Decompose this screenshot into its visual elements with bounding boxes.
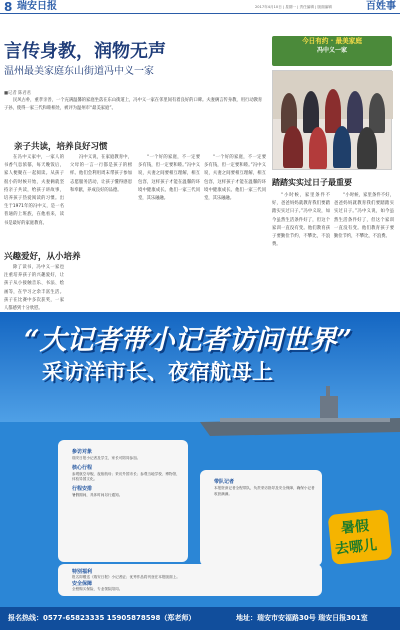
family-member bbox=[347, 91, 363, 133]
aircraft-carrier-image bbox=[200, 382, 400, 438]
page-number: 8 bbox=[4, 0, 13, 14]
article-column bbox=[334, 192, 394, 308]
article-column bbox=[204, 154, 266, 308]
article-lead: 民风古朴，重孝亲善，一个充满温馨的家庭坐落在东山街道上，冯中义一家在邻里间有着良好的口碑。夫妻俩言传身教，用行动教育子孙，使得一家三代和睦相处，被评为温州市“最美家庭”。 bbox=[4, 98, 263, 112]
panel-heading: 参访对象 bbox=[72, 449, 93, 455]
family-photo bbox=[272, 70, 392, 170]
panel-heading: 行程安排 bbox=[72, 485, 93, 492]
panel-text: 瑞安日报小记者及学生，家长可陪同参加。 bbox=[72, 456, 141, 460]
summer-sticker bbox=[328, 509, 393, 565]
panel-heading: 带队记者 bbox=[214, 479, 235, 485]
article-column bbox=[272, 192, 330, 308]
panel-heading: 核心行程 bbox=[72, 464, 93, 471]
article-headline: 言传身教，润物无声 bbox=[4, 41, 166, 62]
panel-heading: 特别福利 bbox=[72, 569, 93, 575]
family-member bbox=[283, 126, 303, 168]
article-column bbox=[4, 154, 64, 248]
panel-text: 本报资深记者全程带队，负责采访指导及安全保障，确保小记者收获满满。 bbox=[214, 486, 315, 496]
ad-title: “大记者带小记者访问世界” bbox=[24, 325, 353, 356]
page-header bbox=[0, 0, 400, 14]
panel-text: 暑假期间，具体时间另行通知。 bbox=[72, 492, 123, 497]
article-column bbox=[70, 154, 132, 308]
panel-heading: 安全保障 bbox=[72, 581, 93, 588]
signup-address: 地址：瑞安市安福路30号 瑞安日报301室 bbox=[236, 614, 368, 622]
column-text: “小时候，家里条件不好，爸爸妈妈就教育我们要踏踏实实过日子。”冯中义说，如今虽然生活条件好了，但这个家训一直没有变。他们教育孩子要勤俭节约，不攀比，不浪费。 bbox=[272, 193, 330, 248]
newspaper-brand: 瑞安日报 bbox=[17, 1, 57, 12]
section-title-life: 踏踏实实过日子最重要 bbox=[272, 178, 352, 187]
ad-footer bbox=[0, 607, 400, 630]
article-byline: ■记者 陈君君 bbox=[4, 91, 31, 96]
column-text: 冯中义说，在家庭教育中，父母的一言一行都是孩子的榜样。他们会利用周末带孩子参加志愿服务活动，让孩子懂得感恩和奉献，养成良好的品德。 bbox=[70, 155, 132, 193]
panel-text: 参观航空母舰，夜宿航母；采访外国市长；参观当地学校、博物馆，体验异国文化。 bbox=[72, 471, 180, 482]
column-text: 在冯中义家中，一家人的书香气息浓郁，每天晚饭后，家人便聚在一起阅读。从孩子很小的时候开始，夫妻俩就坚持亲子共读，给孩子讲故事，培养孩子热爱阅读的习惯。出生于1971年的冯中义，是一名普通的上班族，在他看来，读书是最好的家庭教育。 bbox=[4, 155, 64, 226]
column-text: “一个好的家庭，不一定要多有钱，但一定要和睦。”冯中义说，夫妻之间要相互理解，相互包容，这样孩子才能在温馨的环境中健康成长。他们一家三代同堂，其乐融融。 bbox=[204, 155, 266, 202]
family-member bbox=[357, 127, 377, 169]
ad-info-panel bbox=[58, 440, 188, 562]
article-column bbox=[138, 154, 200, 308]
ad-bonus-panel bbox=[58, 564, 322, 596]
section-title-reading: 亲子共读，培养良好习惯 bbox=[14, 142, 108, 152]
advertisement bbox=[0, 312, 400, 630]
ad-reporter-panel bbox=[200, 470, 322, 566]
column-text: “一个好的家庭，不一定要多有钱，但一定要和睦。”冯中义说，夫妻之间要相互理解，相互包容，这样孩子才能在温馨的环境中健康成长。他们一家三代同堂，其乐融融。 bbox=[138, 155, 200, 202]
family-member bbox=[369, 93, 385, 133]
panel-text: 全程购买保险，专业领队陪同。 bbox=[72, 587, 123, 592]
panel-text: 报名即赠送《瑞安日报》小记者证；优秀作品将刊登在本报版面上。 bbox=[72, 575, 180, 579]
photo-banner-title: 今日有约 · 最美家庭 bbox=[302, 37, 362, 45]
family-member bbox=[333, 126, 351, 168]
sticker-line2: 去哪儿 bbox=[334, 537, 378, 558]
photo-banner-family: 冯中义一家 bbox=[316, 47, 347, 54]
column-text: “小时候，家里条件不好，爸爸妈妈就教育我们要踏踏实实过日子。”冯中义说，如今虽然生活条件好了，但这个家训一直没有变。他们教育孩子要勤俭节约，不攀比，不浪费。 bbox=[334, 193, 394, 240]
section-title-hobbies: 兴趣爱好，从小培养 bbox=[4, 252, 81, 262]
column-text: 除了读书，冯中义一家也注重培养孩子的兴趣爱好，让孩子从小接触音乐、书法、绘画等，在学习之余丰富生活。孩子在比赛中多次获奖，一家人都感到十分欣慰。 bbox=[4, 265, 64, 312]
issue-meta: 2017年4月10日 | 星期一 | 责任编辑 | 版面编辑 bbox=[255, 5, 332, 9]
ad-subtitle: 采访洋市长、夜宿航母上 bbox=[42, 359, 273, 384]
article-subhead: 温州最美家庭东山街道冯中义一家 bbox=[4, 66, 154, 77]
photo-banner bbox=[272, 36, 392, 66]
sticker-line1: 暑假 bbox=[340, 518, 370, 537]
section-name: 百姓事 bbox=[366, 1, 396, 12]
family-member bbox=[309, 127, 327, 169]
signup-phone: 报名热线：0577-65823335 15905878598（郑老师） bbox=[8, 614, 196, 622]
article-column bbox=[4, 264, 64, 312]
